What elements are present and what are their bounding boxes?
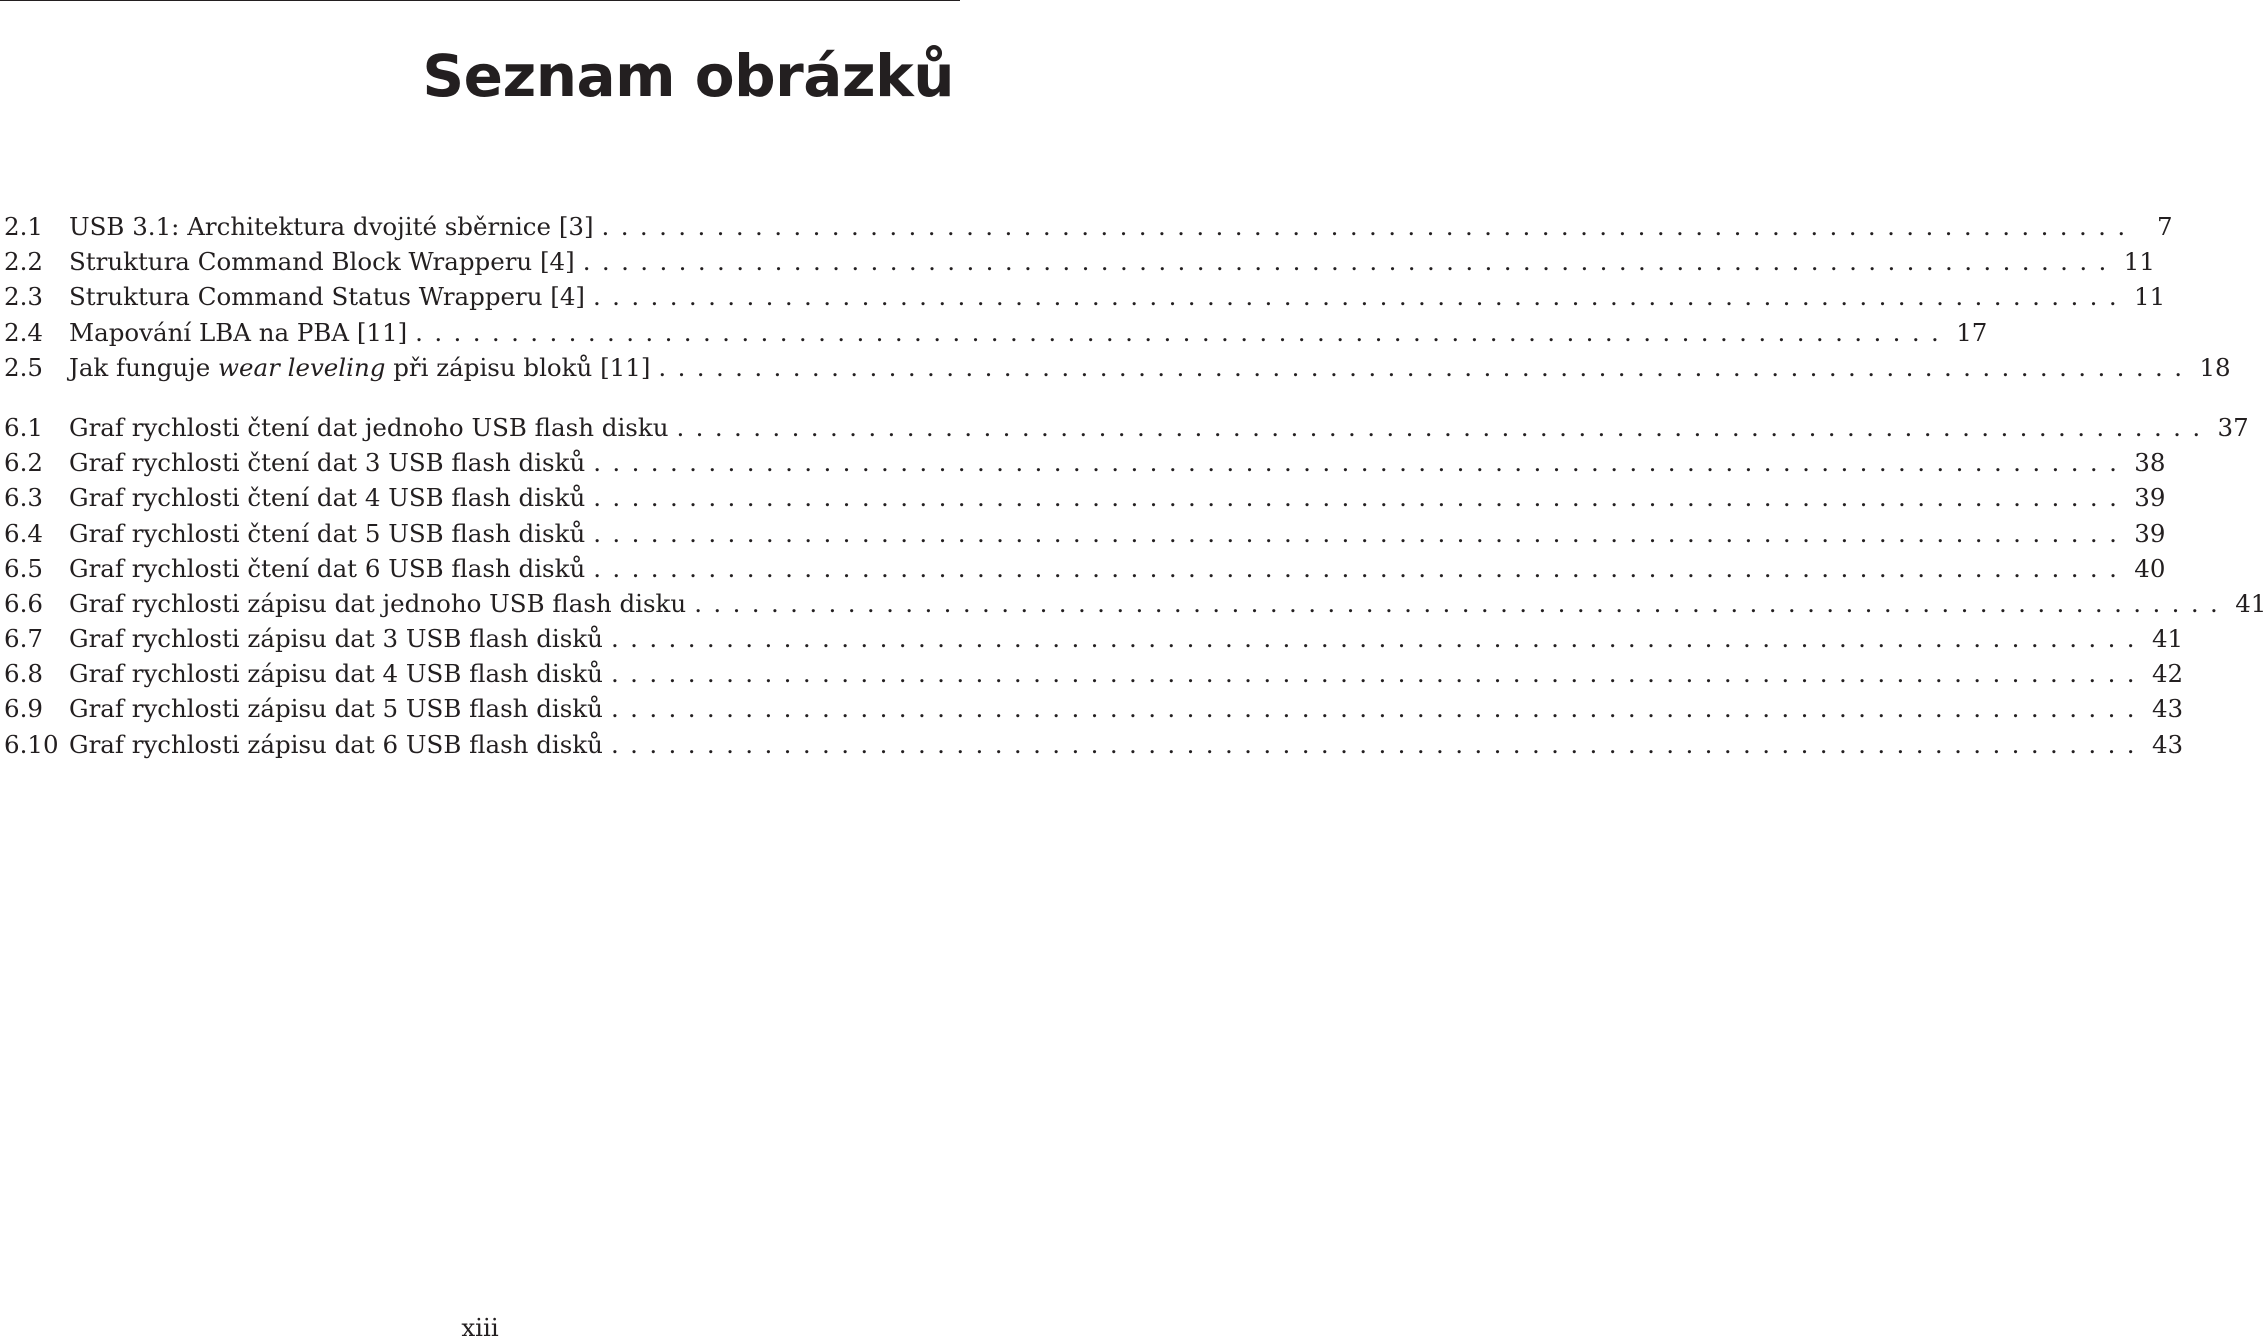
- dot-leader: ................................................................................: [601, 212, 2137, 241]
- dot-leader: ................................................................................: [610, 659, 2146, 689]
- dot-leader: ................................................................................: [593, 448, 2129, 478]
- header-rule: [0, 0, 960, 1]
- lof-entry-title: Mapování LBA na PBA [11]: [69, 317, 408, 347]
- lof-entry-title-part: Jak funguje: [69, 352, 219, 382]
- lof-entry-page: 43: [2151, 694, 2184, 724]
- dot-leader: ................................................................................: [610, 694, 2146, 724]
- lof-entry-6-6[interactable]: [4, 586, 2266, 621]
- lof-entry-title: Graf rychlosti zápisu dat jednoho USB flash disku: [69, 588, 687, 618]
- lof-entry-page: 37: [2217, 412, 2249, 442]
- lof-entry-number: 6.2: [4, 448, 43, 478]
- lof-entry-2-5[interactable]: [4, 350, 2231, 385]
- dot-leader: ................................................................................: [610, 624, 2146, 654]
- lof-entry-title: Graf rychlosti zápisu dat 3 USB flash disků: [69, 624, 603, 654]
- lof-entry-number: 6.6: [4, 588, 43, 618]
- lof-entry-page: 41: [2235, 588, 2266, 618]
- dot-leader: ................................................................................: [593, 483, 2129, 513]
- lof-entry-number: 6.3: [4, 483, 43, 513]
- lof-entry-title: Graf rychlosti zápisu dat 5 USB flash disků: [69, 694, 603, 724]
- lof-entry-title: Graf rychlosti čtení dat 6 USB flash disků: [69, 553, 586, 583]
- lof-entry-page: 17: [1956, 317, 1988, 347]
- lof-entry-6-2[interactable]: [4, 445, 2166, 480]
- lof-entry-page: 38: [2134, 448, 2166, 478]
- lof-entry-2-1[interactable]: [4, 209, 2173, 244]
- dot-leader: ................................................................................: [593, 553, 2129, 583]
- lof-entry-title: Struktura Command Status Wrapperu [4]: [69, 282, 585, 312]
- lof-entry-title-emphasis: wear leveling: [218, 352, 386, 382]
- lof-entry-number: 6.10: [4, 729, 59, 759]
- lof-entry-page: 42: [2151, 659, 2184, 689]
- lof-entry-number: 6.4: [4, 518, 43, 548]
- dot-leader: ................................................................................: [415, 317, 1951, 347]
- lof-entry-page: 40: [2134, 553, 2166, 583]
- lof-entry-page: 7: [2156, 212, 2173, 241]
- lof-entry-title: USB 3.1: Architektura dvojité sběrnice [3]: [69, 212, 594, 241]
- lof-entry-number: 6.8: [4, 659, 43, 689]
- lof-entry-6-7[interactable]: [4, 621, 2184, 656]
- dot-leader: ................................................................................: [658, 352, 2194, 382]
- lof-entry-title: Graf rychlosti zápisu dat 6 USB flash disků: [69, 729, 603, 759]
- lof-entry-page: 43: [2151, 729, 2184, 759]
- lof-entry-number: 2.5: [4, 352, 43, 382]
- lof-entry-2-2[interactable]: [4, 244, 2155, 279]
- lof-entry-number: 2.3: [4, 282, 43, 312]
- lof-entry-title: [69, 350, 658, 385]
- lof-entry-title: Graf rychlosti čtení dat jednoho USB flash disku: [69, 412, 669, 442]
- lof-group-chapter-6: [4, 410, 2266, 762]
- lof-entry-page: 11: [2123, 247, 2155, 277]
- lof-entry-number: 2.2: [4, 247, 43, 277]
- lof-entry-title: Graf rychlosti zápisu dat 4 USB flash disků: [69, 659, 603, 689]
- lof-entry-2-3[interactable]: [4, 279, 2166, 314]
- lof-entry-number: 2.1: [4, 212, 43, 241]
- lof-entry-6-9[interactable]: [4, 691, 2184, 726]
- lof-entry-title: Struktura Command Block Wrapperu [4]: [69, 247, 575, 277]
- lof-entry-page: 11: [2134, 282, 2166, 312]
- dot-leader: ................................................................................: [593, 518, 2129, 548]
- lof-entry-number: 6.5: [4, 553, 43, 583]
- lof-entry-6-1[interactable]: [4, 410, 2249, 445]
- lof-entry-number: 6.9: [4, 694, 43, 724]
- page-number: xiii: [461, 1313, 499, 1342]
- list-of-figures: [4, 209, 2266, 787]
- lof-entry-6-10[interactable]: [4, 727, 2184, 762]
- dot-leader: ................................................................................: [694, 588, 2230, 618]
- lof-entry-6-8[interactable]: [4, 656, 2184, 691]
- dot-leader: ................................................................................: [582, 247, 2118, 277]
- lof-entry-2-4[interactable]: [4, 315, 1988, 350]
- lof-entry-title: Graf rychlosti čtení dat 3 USB flash disků: [69, 448, 586, 478]
- lof-entry-page: 39: [2134, 518, 2166, 548]
- dot-leader: ................................................................................: [592, 282, 2129, 312]
- lof-entry-page: 41: [2151, 624, 2184, 654]
- dot-leader: ................................................................................: [610, 729, 2146, 759]
- lof-entry-page: 18: [2199, 352, 2231, 382]
- lof-entry-number: 6.7: [4, 624, 43, 654]
- lof-entry-6-4[interactable]: [4, 516, 2166, 551]
- lof-entry-page: 39: [2134, 483, 2166, 513]
- lof-entry-6-3[interactable]: [4, 480, 2166, 515]
- page-title: Seznam obrázků: [422, 42, 954, 110]
- lof-entry-title: Graf rychlosti čtení dat 4 USB flash disků: [69, 483, 586, 513]
- lof-entry-title: Graf rychlosti čtení dat 5 USB flash disků: [69, 518, 586, 548]
- lof-entry-title-part: při zápisu bloků [11]: [385, 352, 651, 382]
- lof-entry-6-5[interactable]: [4, 551, 2166, 586]
- lof-entry-number: 6.1: [4, 412, 43, 442]
- lof-entry-number: 2.4: [4, 317, 43, 347]
- lof-group-chapter-2: [4, 209, 2231, 385]
- dot-leader: ................................................................................: [676, 412, 2212, 442]
